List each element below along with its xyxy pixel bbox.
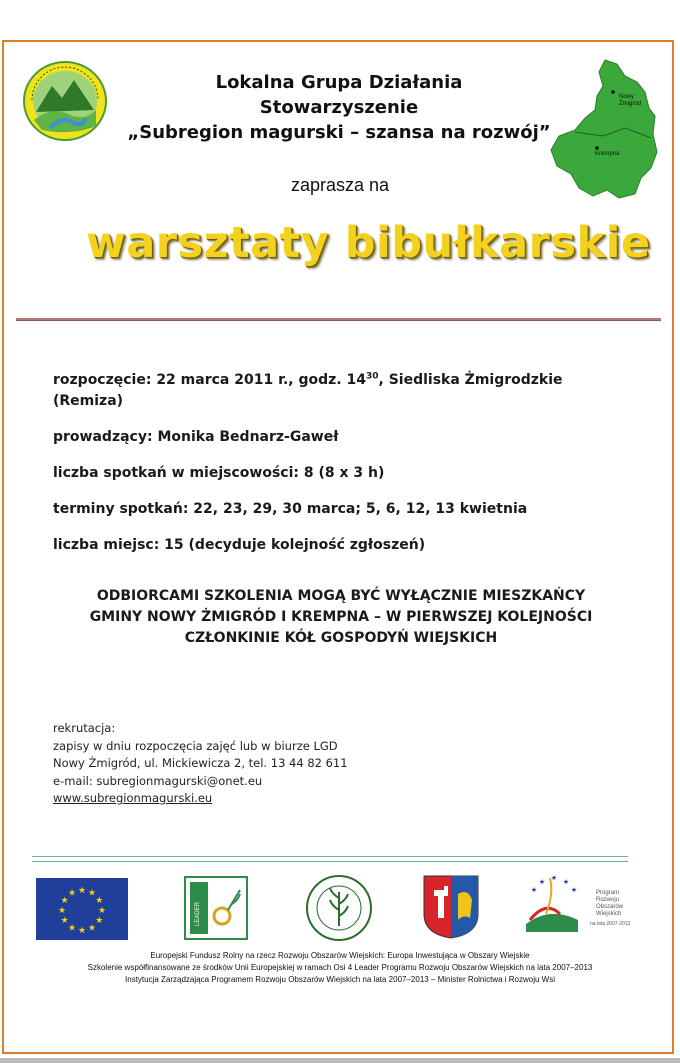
footer-divider-top [32,856,628,857]
recruit-line-2: Nowy Żmigród, ul. Mickiewicza 2, tel. 13 44 82 611 [53,756,348,770]
svg-text:★: ★ [95,896,104,906]
svg-text:★: ★ [57,906,67,916]
divider [16,318,661,321]
footer-line-1: Europejski Fundusz Rolny na rzecz Rozwoju Obszarów Wiejskich: Europa Inwestująca w Obszary Wiejskie [150,951,530,960]
svg-text:★: ★ [60,916,69,926]
svg-text:★: ★ [550,874,558,882]
svg-text:★: ★ [77,926,87,936]
header-line-1: Lokalna Grupa Działania [215,72,463,93]
recruitment-info [53,720,348,808]
recruit-email[interactable]: e-mail: subregionmagurski@onet.eu [53,773,263,788]
detail-meetings: liczba spotkań w miejscowości: 8 (8 x 3 h) [53,465,385,481]
svg-text:★: ★ [67,923,77,934]
svg-text:★: ★ [570,886,578,894]
svg-text:★: ★ [67,888,77,899]
svg-text:★: ★ [530,886,538,894]
start-location-note: (Remiza) [53,393,124,409]
notice-line-1: ODBIORCAMI SZKOLENIA MOGĄ BYĆ WYŁĄCZNIE MIESZKAŃCY [96,588,586,604]
svg-text:★: ★ [87,888,97,899]
recruit-label: rekrutacja: [53,721,116,735]
leader-text: LEADER [195,901,201,926]
svg-text:★: ★ [538,878,546,886]
organizer-header [100,70,578,145]
map-label-zmigrod: Żmigród [619,101,642,107]
notice-line-2: GMINY NOWY ŻMIGRÓD I KREMPNA – W PIERWSZEJ KOLEJNOŚCI [89,609,593,625]
svg-text:★: ★ [60,896,69,906]
ministry-seal-icon [304,874,374,942]
recruit-line-1: zapisy w dniu rozpoczęcia zajęć lub w biurze LGD [53,738,338,753]
svg-text:★: ★ [562,878,570,886]
detail-places: liczba miejsc: 15 (decyduje kolejność zgłoszeń) [53,537,426,553]
coat-of-arms-icon [422,874,480,940]
prow-logo-icon [520,870,632,940]
detail-leader: prowadzący: Monika Bednarz-Gaweł [53,429,339,445]
website-link[interactable]: www.subregionmagurski.eu [53,791,213,805]
footer-line-3: Instytucja Zarządzająca Programem Rozwoju Obszarów Wiejskich na lata 2007–2013 – Minister Rolnictwa i Rozwoju Wsi [125,975,555,984]
svg-text:★: ★ [95,916,104,926]
sponsor-logos [0,870,680,950]
map-label-nowy: Nowy [619,94,635,100]
header-line-2: Stowarzyszenie [259,97,419,118]
invite-text: zaprasza na [290,175,390,195]
leader-logo-icon [184,876,248,940]
footer-line-2: Szkolenie współfinansowane ze środków Unii Europejskiej w ramach Osi 4 Leader Programu Rozwoju Obszarów Wiejskich na lata 2007–2013 [87,963,593,972]
prow-line-1: Program [596,890,620,896]
footer-divider-bottom [32,861,628,862]
prow-line-4: Wiejskich [596,911,622,917]
funding-footer [20,950,660,986]
map-label-krempna: Krempna [595,151,620,157]
lgd-logo-icon [22,60,108,142]
event-details [53,370,633,571]
eu-flag-icon [36,878,128,940]
event-title: warsztaty bibułkarskie [86,218,651,268]
start-suffix: , Siedliska Żmigrodzkie [378,372,563,388]
svg-text:★: ★ [97,906,107,916]
prow-line-5: na lata 2007-2013 [590,921,631,927]
start-time-minutes: 30 [365,371,379,382]
header-line-3: „Subregion magurski – szansa na rozwój” [127,122,551,143]
svg-text:★: ★ [77,886,87,896]
svg-text:★: ★ [87,923,97,934]
prow-line-3: Obszarów [596,904,624,910]
bottom-strip [0,1058,680,1063]
notice-line-3: CZŁONKINIE KÓŁ GOSPODYŃ WIEJSKICH [184,630,498,646]
prow-line-2: Rozwoju [596,897,620,903]
eligibility-notice [36,586,646,649]
start-prefix: rozpoczęcie: 22 marca 2011 r., godz. 14 [53,372,366,388]
detail-start [53,370,633,412]
detail-dates: terminy spotkań: 22, 23, 29, 30 marca; 5, 6, 12, 13 kwietnia [53,501,528,517]
